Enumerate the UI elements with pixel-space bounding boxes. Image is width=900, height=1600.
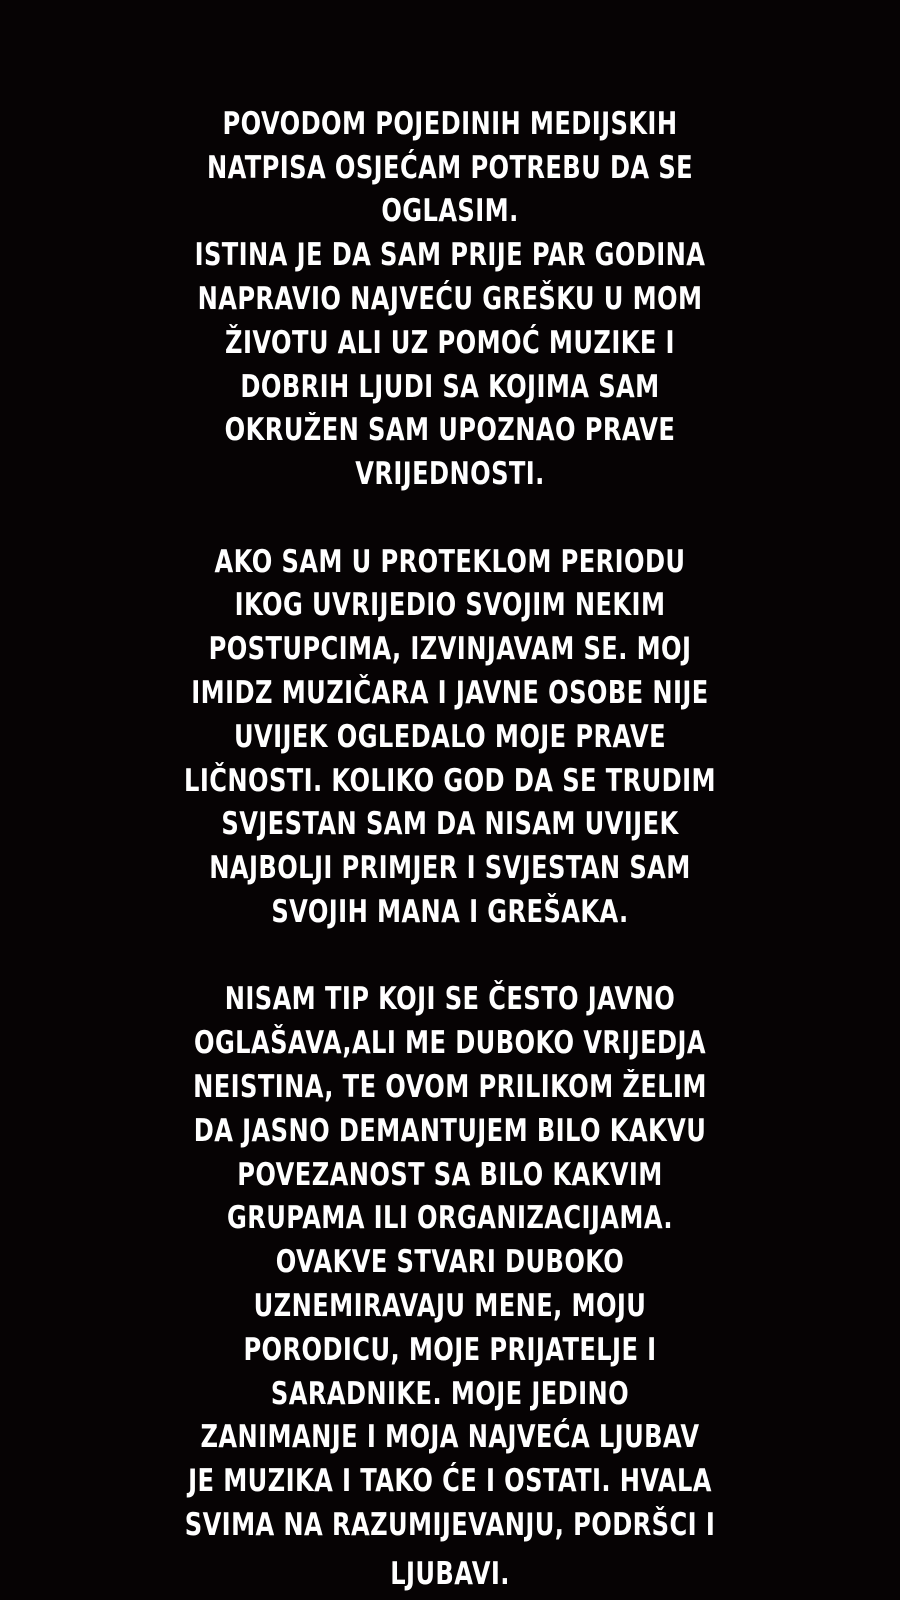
text-line: NEISTINA, TE OVOM PRILIKOM ŽELIM <box>193 1069 707 1105</box>
text-line: UVIJEK OGLEDALO MOJE PRAVE <box>234 719 666 755</box>
text-line: NATPISA OSJEĆAM POTREBU DA SE <box>206 150 694 186</box>
text-line: POVEZANOST SA BILO KAKVIM <box>237 1157 663 1193</box>
text-line: JE MUZIKA I TAKO ĆE I OSTATI. HVALA <box>188 1463 712 1499</box>
text-line: IMIDZ MUZIČARA I JAVNE OSOBE NIJE <box>191 675 709 711</box>
text-line: OGLAŠAVA,ALI ME DUBOKO VRIJEDJA <box>194 1025 706 1061</box>
text-line: UZNEMIRAVAJU MENE, MOJU <box>253 1288 647 1324</box>
text-line: PORODICU, MOJE PRIJATELJE I <box>243 1332 657 1368</box>
text-line: NAPRAVIO NAJVEĆU GREŠKU U MOM <box>197 281 703 317</box>
text-line: LJUBAVI. <box>390 1556 510 1592</box>
text-line: DOBRIH LJUDI SA KOJIMA SAM <box>240 369 660 405</box>
text-line: SARADNIKE. MOJE JEDINO <box>270 1376 630 1412</box>
text-line: SVOJIH MANA I GREŠAKA. <box>271 894 629 930</box>
text-line: ISTINA JE DA SAM PRIJE PAR GODINA <box>194 237 706 273</box>
text-line: POVODOM POJEDINIH MEDIJSKIH <box>222 106 678 142</box>
text-line: ŽIVOTU ALI UZ POMOĆ MUZIKE I <box>225 325 675 361</box>
text-line: SVIMA NA RAZUMIJEVANJU, PODRŠCI I <box>184 1507 716 1543</box>
text-line: OKRUŽEN SAM UPOZNAO PRAVE <box>224 412 676 448</box>
text-line: SVJESTAN SAM DA NISAM UVIJEK <box>221 806 679 842</box>
text-line: VRIJEDNOSTI. <box>355 456 545 492</box>
text-line: NISAM TIP KOJI SE ČESTO JAVNO <box>224 981 676 1017</box>
text-line: IKOG UVRIJEDIO SVOJIM NEKIM <box>234 587 666 623</box>
text-line: POSTUPCIMA, IZVINJAVAM SE. MOJ <box>208 631 692 667</box>
text-line: AKO SAM U PROTEKLOM PERIODU <box>214 544 686 580</box>
text-line: LIČNOSTI. KOLIKO GOD DA SE TRUDIM <box>184 763 716 799</box>
text-line: DA JASNO DEMANTUJEM BILO KAKVU <box>193 1113 707 1149</box>
text-line: OVAKVE STVARI DUBOKO <box>275 1244 625 1280</box>
text-line: GRUPAMA ILI ORGANIZACIJAMA. <box>227 1200 673 1236</box>
text-line: OGLASIM. <box>381 193 519 229</box>
text-line: ZANIMANJE I MOJA NAJVEĆA LJUBAV <box>200 1419 700 1455</box>
text-line: NAJBOLJI PRIMJER I SVJESTAN SAM <box>209 850 691 886</box>
